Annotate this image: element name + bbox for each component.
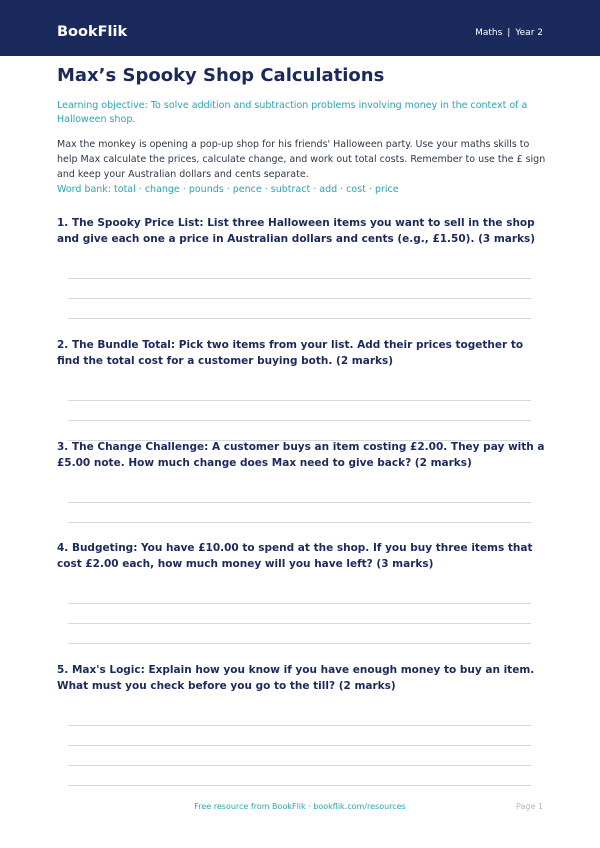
answer-line[interactable] [68, 502, 531, 503]
answer-line[interactable] [68, 745, 531, 746]
meta-separator: | [507, 28, 511, 38]
answer-line[interactable] [68, 765, 531, 766]
answer-line[interactable] [68, 400, 531, 401]
answer-line[interactable] [68, 603, 531, 604]
answer-line[interactable] [68, 623, 531, 624]
answer-line[interactable] [68, 318, 531, 319]
year-label: Year 2 [515, 28, 543, 38]
question-5: 5. Max's Logic: Explain how you know if you have enough money to buy an item. What must you check before you go to the till? (2 marks) [57, 664, 535, 692]
answer-line[interactable] [68, 278, 531, 279]
question-2: 2. The Bundle Total: Pick two items from your list. Add their prices together to find the total cost for a customer buying both. (2 marks) [57, 339, 524, 367]
answer-line[interactable] [68, 643, 531, 644]
answer-line[interactable] [68, 522, 531, 523]
worksheet-title: Max’s Spooky Shop Calculations [57, 65, 385, 86]
question-3: 3. The Change Challenge: A customer buys an item costing £2.00. They pay with a £5.00 note. How much change does Max need to give back? (2 marks) [57, 441, 545, 469]
answer-line[interactable] [68, 420, 531, 421]
subject-year [475, 28, 543, 38]
subject-label: Maths [475, 28, 503, 38]
answer-line[interactable] [68, 725, 531, 726]
footer-text: Free resource from BookFlik · bookflik.com/resources [194, 802, 406, 811]
question-1: 1. The Spooky Price List: List three Halloween items you want to sell in the shop and give each one a price in Australian dollars and cents (e.g., £1.50). (3 marks) [57, 217, 536, 245]
question-4: 4. Budgeting: You have £10.00 to spend at the shop. If you buy three items that cost £2.00 each, how much money will you have left? (3 marks) [57, 542, 533, 570]
page-number: Page 1 [516, 802, 543, 811]
header-bar [0, 0, 600, 56]
learning-objective: Learning objective: To solve addition and subtraction problems involving money in the context of a Halloween shop. [57, 100, 528, 125]
answer-line[interactable] [68, 298, 531, 299]
brand-logo: BookFlik [57, 24, 128, 40]
intro-paragraph: Max the monkey is opening a pop-up shop for his friends' Halloween party. Use your maths skills to help Max calculate the prices, calculate change, and work out total costs. Remember to use the £ sign and keep your Australian dollars and cents separate. [57, 139, 546, 180]
word-bank: Word bank: total · change · pounds · pence · subtract · add · cost · price [57, 184, 399, 195]
answer-line[interactable] [68, 785, 531, 786]
